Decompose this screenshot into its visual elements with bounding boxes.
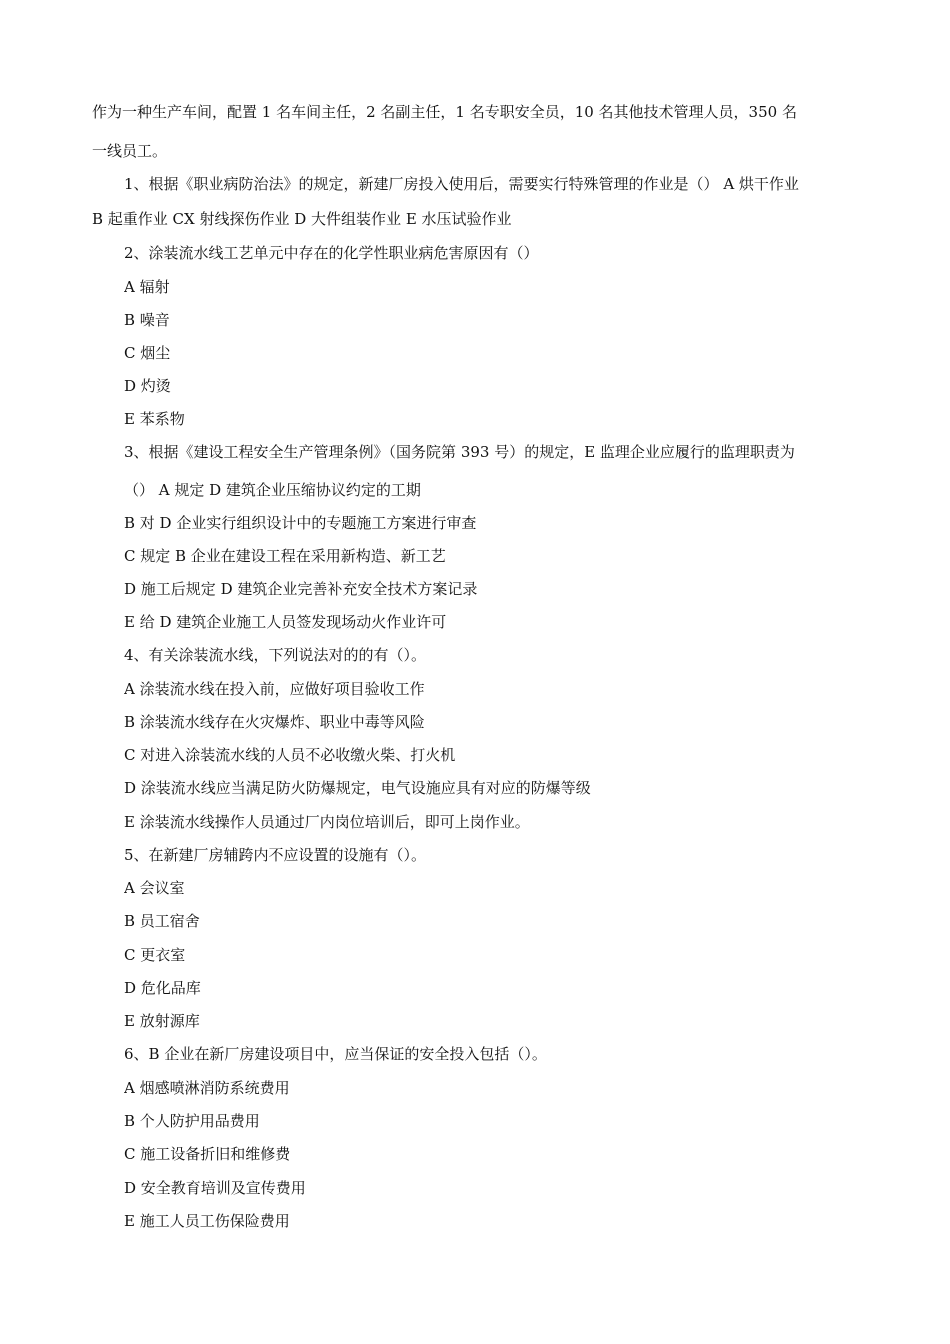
question-4-text: 4、有关涂装流水线，下列说法对的的有（）。 [124, 646, 427, 664]
question-4-option-d: D 涂装流水线应当满足防火防爆规定，电气设施应具有对应的防爆等级 [124, 779, 591, 797]
intro-line-2: 一线员工。 [92, 142, 168, 160]
question-1-options: B 起重作业 CX 射线探伤作业 D 大件组装作业 E 水压试验作业 [92, 210, 512, 228]
question-4-option-e: E 涂装流水线操作人员通过厂内岗位培训后，即可上岗作业。 [124, 813, 530, 831]
question-4-option-a: A 涂装流水线在投入前，应做好项目验收工作 [124, 680, 425, 698]
question-4-option-c: C 对进入涂装流水线的人员不必收缴火柴、打火机 [124, 746, 456, 764]
question-3-option-c: C 规定 B 企业在建设工程在采用新构造、新工艺 [124, 547, 446, 565]
question-2-option-c: C 烟尘 [124, 344, 171, 362]
question-6-text: 6、B 企业在新厂房建设项目中，应当保证的安全投入包括（）。 [124, 1045, 547, 1063]
question-2-text: 2、涂装流水线工艺单元中存在的化学性职业病危害原因有（） [124, 244, 539, 262]
question-2-option-e: E 苯系物 [124, 410, 185, 428]
question-3-option-a: （） A 规定 D 建筑企业压缩协议约定的工期 [124, 481, 421, 499]
question-4-option-b: B 涂装流水线存在火灾爆炸、职业中毒等风险 [124, 713, 425, 731]
question-6-option-a: A 烟感喷淋消防系统费用 [124, 1079, 290, 1097]
question-2-option-a: A 辐射 [124, 278, 170, 296]
question-3-option-d: D 施工后规定 D 建筑企业完善补充安全技术方案记录 [124, 580, 478, 598]
question-5-option-d: D 危化品库 [124, 979, 201, 997]
intro-line-1: 作为一种生产车间，配置 1 名车间主任，2 名副主任，1 名专职安全员，10 名其他技术管理人员，350 名 [92, 103, 797, 121]
question-3-text: 3、根据《建设工程安全生产管理条例》（国务院第 393 号）的规定，E 监理企业应履行的监理职责为 [124, 443, 795, 461]
question-2-option-b: B 噪音 [124, 311, 170, 329]
question-5-option-a: A 会议室 [124, 879, 185, 897]
question-5-text: 5、在新建厂房辅跨内不应设置的设施有（）。 [124, 846, 427, 864]
question-6-option-e: E 施工人员工伤保险费用 [124, 1212, 290, 1230]
question-5-option-b: B 员工宿舍 [124, 912, 200, 930]
question-5-option-e: E 放射源库 [124, 1012, 200, 1030]
question-1-text: 1、根据《职业病防治法》的规定，新建厂房投入使用后，需要实行特殊管理的作业是（） A 烘干作业 [124, 175, 799, 193]
question-6-option-d: D 安全教育培训及宣传费用 [124, 1179, 306, 1197]
question-5-option-c: C 更衣室 [124, 946, 186, 964]
question-2-option-d: D 灼烫 [124, 377, 171, 395]
question-6-option-b: B 个人防护用品费用 [124, 1112, 260, 1130]
question-3-option-b: B 对 D 企业实行组织设计中的专题施工方案进行审查 [124, 514, 477, 532]
question-3-option-e: E 给 D 建筑企业施工人员签发现场动火作业许可 [124, 613, 447, 631]
question-6-option-c: C 施工设备折旧和维修费 [124, 1145, 291, 1163]
